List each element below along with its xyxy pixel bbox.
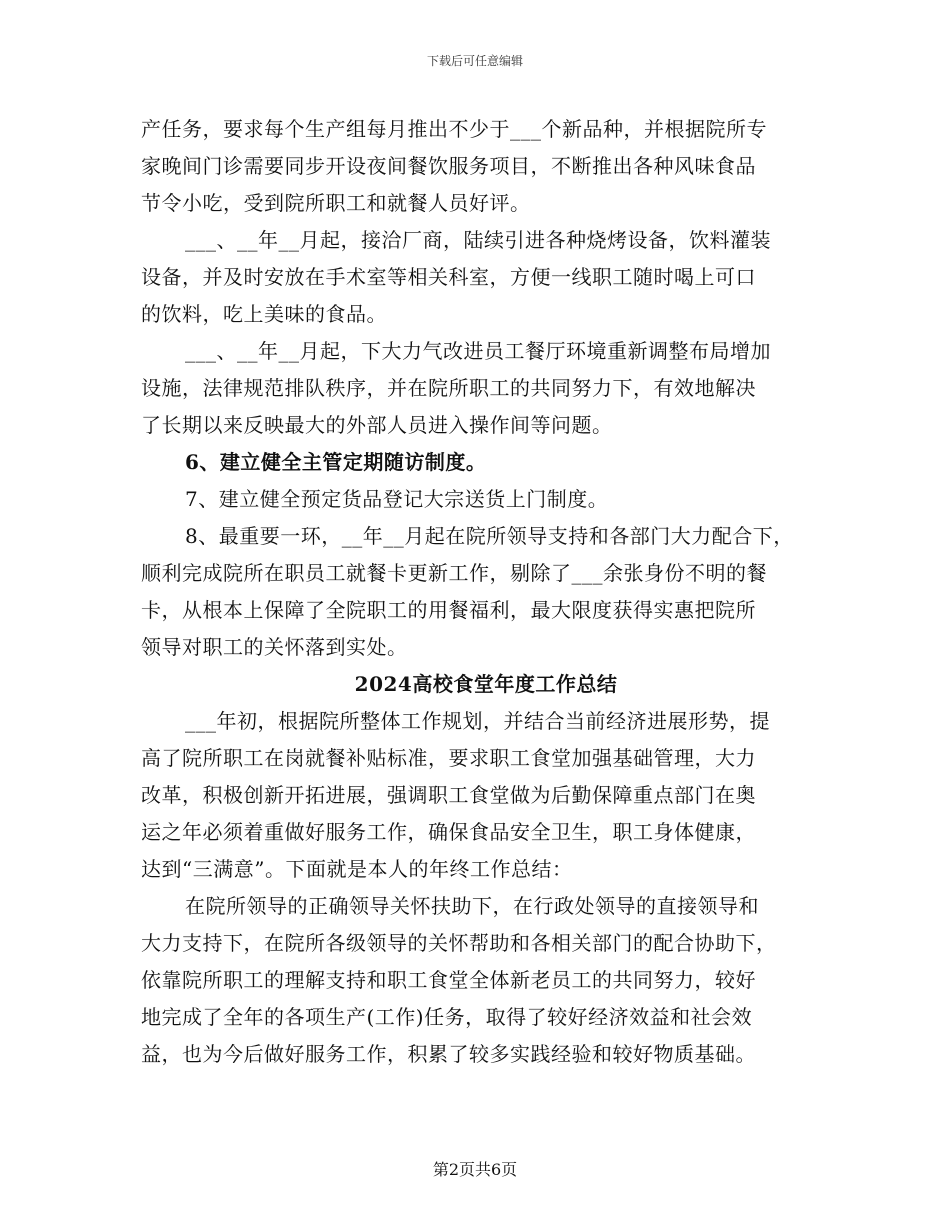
paragraph-line: 运之年必须着重做好服务工作，确保食品安全卫生，职工身体健康， xyxy=(141,820,756,844)
paragraph-line: ___、__年__月起，下大力气改进员工餐厅环境重新调整布局增加 xyxy=(185,339,771,363)
paragraph-line: 改革，积极创新开拓进展，强调职工食堂做为后勤保障重点部门在奥 xyxy=(141,783,756,807)
paragraph-line: 在院所领导的正确领导关怀扶助下，在行政处领导的直接领导和 xyxy=(185,894,759,918)
paragraph-line: 卡，从根本上保障了全院职工的用餐福利，最大限度获得实惠把院所 xyxy=(141,598,756,622)
paragraph-line: 达到“三满意”。下面就是本人的年终工作总结： xyxy=(141,857,573,881)
paragraph-line: 7、建立健全预定货品登记大宗送货上门制度。 xyxy=(185,487,609,511)
paragraph-line: 依靠院所职工的理解支持和职工食堂全体新老员工的共同努力，较好 xyxy=(141,968,756,992)
paragraph-line: 领导对职工的关怀落到实处。 xyxy=(141,635,408,659)
paragraph-line: 大力支持下，在院所各级领导的关怀帮助和各相关部门的配合协助下， xyxy=(141,931,777,955)
paragraph-line: 节令小吃，受到院所职工和就餐人员好评。 xyxy=(141,191,531,215)
document-title: 2024高校食堂年度工作总结 xyxy=(354,672,618,696)
paragraph-line: ___年初，根据院所整体工作规划，并结合当前经济进展形势，提 xyxy=(185,709,770,733)
paragraph-line: 了长期以来反映最大的外部人员进入操作间等问题。 xyxy=(141,413,613,437)
paragraph-line: 设施，法律规范排队秩序，并在院所职工的共同努力下，有效地解决 xyxy=(141,376,756,400)
paragraph-line: 地完成了全年的各项生产(工作)任务，取得了较好经济效益和社会效 xyxy=(141,1005,753,1029)
section-heading: 6、建立健全主管定期随访制度。 xyxy=(185,450,487,474)
paragraph-line: 高了院所职工在岗就餐补贴标准，要求职工食堂加强基础管理，大力 xyxy=(141,746,756,770)
paragraph-line: 家晚间门诊需要同步开设夜间餐饮服务项目，不断推出各种风味食品 xyxy=(141,154,756,178)
paragraph-line: 8、最重要一环，__年__月起在院所领导支持和各部门大力配合下， xyxy=(185,524,794,548)
document-body xyxy=(141,111,831,1073)
paragraph-line: ___、__年__月起，接洽厂商，陆续引进各种烧烤设备，饮料灌装 xyxy=(185,228,771,252)
page-footer: 第2页共6页 xyxy=(432,1160,518,1179)
paragraph-line: 的饮料，吃上美味的食品。 xyxy=(141,302,387,326)
paragraph-line: 益，也为今后做好服务工作，积累了较多实践经验和较好物质基础。 xyxy=(141,1042,756,1066)
paragraph-line: 产任务，要求每个生产组每月推出不少于___个新品种，并根据院所专 xyxy=(141,117,767,141)
paragraph-line: 顺利完成院所在职员工就餐卡更新工作，剔除了___余张身份不明的餐 xyxy=(141,561,767,585)
page-header: 下载后可任意编辑 xyxy=(426,54,523,68)
paragraph-line: 设备，并及时安放在手术室等相关科室，方便一线职工随时喝上可口 xyxy=(141,265,756,289)
